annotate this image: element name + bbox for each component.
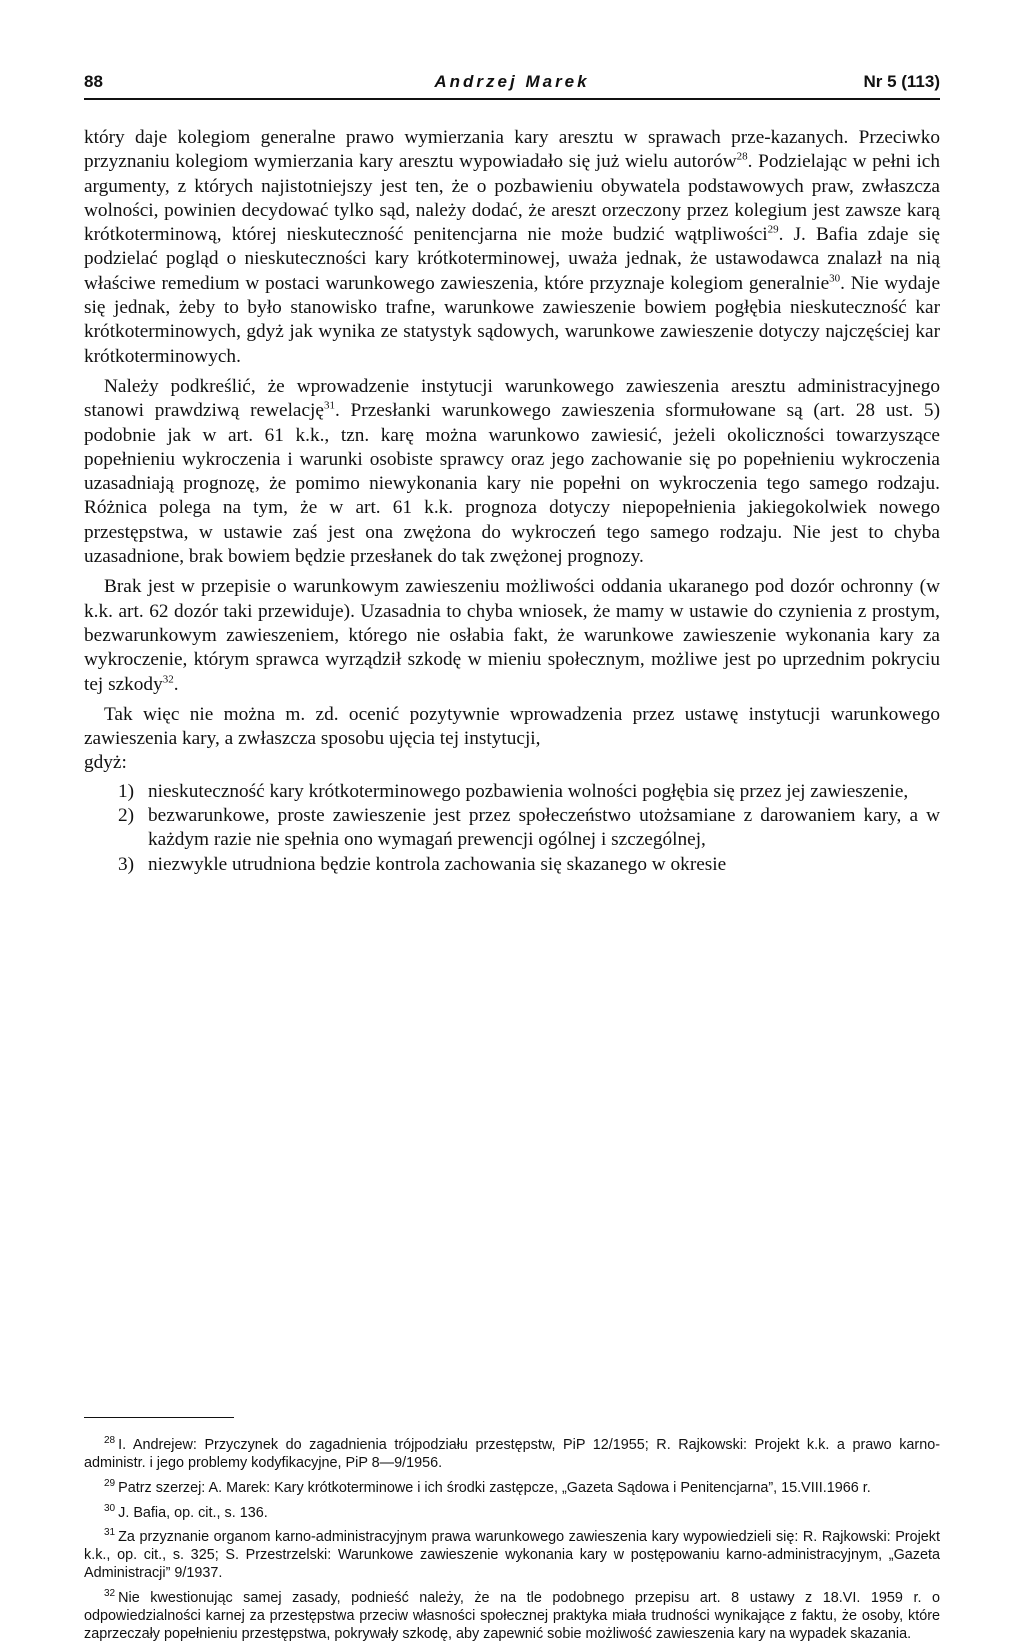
paragraph-4-gdyz: gdyż: [84,752,127,774]
header-rule [84,98,940,100]
paragraph-1 [84,126,940,369]
paragraph-2 [84,375,940,569]
text-run: Brak jest w przepisie o warunkowym zawieszeniu możliwości oddania ukaranego pod dozór ochronny (w k.k. art. 62 dozór taki przewiduje). Uzasadnia to chyba wniosek, że mamy w ustawie do czynienia z prostym, bezwarunkowym zawieszeniem, którego nie osłabia fakt, że warunkowe zawieszenie wykonania kary za wykroczenie, którym sprawca wyrządził szkodę w mieniu społecznym, możliwe jest po uprzednim pokryciu tej szkody [84,576,940,695]
footnote-number: 28 [104,1435,116,1446]
footnote-text: Patrz szerzej: A. Marek: Kary krótkoterminowe i ich środki zastępcze, „Gazeta Sądowa i Penitencjarna”, 15.VIII.1966 r. [118,1479,871,1496]
list-item [84,780,940,804]
text-run: Należy podkreślić, że wprowadzenie instytucji warunkowego zawieszenia aresztu administracyjnego stanowi prawdziwą rewelację [84,375,940,422]
footnote-number: 30 [104,1502,116,1514]
footnote-number: 32 [104,1588,116,1600]
list-marker: 1) [118,780,135,802]
footnote-text: Nie kwestionując samej zasady, podnieść należy, że na tle podobnego przepisu art. 8 ustawy z 18.VI. 1959 r. o odpowiedzialności karnej za przestępstwa przeciw własności społecznej praktyka miała trudności wynikające z faktu, że osoby, które zaprzeczały popełnieniu przestępstwa, pokrywały szkodę, aby zapewnić sobie możliwość zawieszenia kary na wypadek skazania. [84,1589,940,1642]
list-item-text: niezwykle utrudniona będzie kontrola zachowania się skazanego w okresie [148,853,727,875]
list-item-text: bezwarunkowe, proste zawieszenie jest przez społeczeństwo utożsamiane z darowaniem kary, a w każdym razie nie spełnia ono wymagań prewencji ogólnej i szczególnej, [148,805,940,851]
footnote-ref: 30 [829,272,841,285]
text-run: . Podzielając w pełni ich argumenty, z których najistotniejszy jest ten, że o pozbawieniu obywatela podstawowych praw, zwłaszcza wolności, powinien decydować tylko sąd, należy dodać, że areszt orzeczony przez kolegium jest zawsze karą krótkoterminową, której nieskuteczność penitencjarna nie może budzić wątpliwości [84,151,941,246]
footnotes [84,1432,940,1646]
running-author: Andrzej Marek [434,72,590,91]
footnote-ref: 32 [162,673,174,686]
paragraph-3 [84,575,940,696]
footnote-ref: 29 [767,223,779,236]
footnote-number: 31 [104,1527,116,1539]
footnote-ref: 28 [736,150,748,163]
issue-number: Nr 5 (113) [863,72,940,91]
footnote-text: I. Andrejew: Przyczynek do zagadnienia trójpodziału przestępstw, PiP 12/1955; R. Rajkowski: Projekt k.k. a prawo karno-administr. i jego problemy kodyfikacyjne, PiP 8—9/1956. [84,1436,940,1471]
list-marker: 2) [118,805,135,827]
footnote-number: 29 [104,1477,116,1489]
footnote-text: Za przyznanie organom karno-administracyjnym prawa warunkowego zawieszenia kary wypowiedzieli się: R. Rajkowski: Projekt k.k., op. cit., s. 325; S. Przestrzelski: Warunkowe zawieszenie wykonania kary w postępowaniu karno-administracyjnym, „Gazeta Administracji” 9/1937. [84,1529,940,1582]
list-item [84,804,940,853]
list-item-text: nieskuteczność kary krótkoterminowego pozbawienia wolności pogłębia się przez jej zawieszenie, [148,780,909,802]
footnote [84,1475,940,1497]
footnote [84,1585,940,1643]
footnote-rule [84,1417,234,1418]
footnote [84,1500,940,1522]
footnote-ref: 31 [323,399,335,412]
paragraph-4: Tak więc nie można m. zd. ocenić pozytywnie wprowadzenia przez ustawę instytucji warunkowego zawieszenia kary, a zwłaszcza sposobu ujęcia tej instytucji, [84,703,940,750]
footnote-text: J. Bafia, op. cit., s. 136. [118,1504,268,1521]
list-marker: 3) [118,853,135,875]
running-header [84,72,940,96]
list-item [84,853,940,877]
text-run: . Nie wydaje się jednak, żeby to było stanowisko trafne, warunkowe zawieszenie bowiem pogłębia nieskuteczność kar krótkoterminowych, gdyż jak wynika ze statystyk sądowych, warunkowe zawieszenie dotyczy najczęściej kar krótkoterminowych. [84,272,940,367]
numbered-list [84,780,940,877]
text-run: . [173,673,179,695]
footnote [84,1524,940,1582]
page-number: 88 [84,72,103,91]
text-run: który daje kolegiom generalne prawo wymierzania kary aresztu w sprawach prze-kazanych. Przeciwko przyznaniu kolegiom wymierzania kary aresztu wypowiadało się już wielu autorów [84,127,940,173]
text-run: . Przesłanki warunkowego zawieszenia sformułowane są (art. 28 ust. 5) podobnie jak w art. 61 k.k., tzn. karę można warunkowo zawiesić, jeżeli okoliczności towarzyszące popełnieniu wykroczenia i warunki osobiste sprawcy oraz jego zachowanie się po popełnieniu wykroczenia uzasadniają prognozę, że pomimo niewykonania kary nie popełni on wykroczenia tego samego rodzaju. Różnica polega na tym, że w art. 61 k.k. prognoza dotyczy niepopełnienia jakiegokolwiek nowego przestępstwa, w ustawie zaś jest ona zwężona do wykroczeń tego samego rodzaju. Nie jest to chyba uzasadnione, brak bowiem będzie przesłanek do tak zwężonej prognozy. [84,400,940,568]
article-body [84,126,940,877]
footnote [84,1432,940,1472]
text-run: . J. Bafia zdaje się podzielać pogląd o nieskuteczności kary krótkoterminowej, uważa jednak, że ustawodawca znalazł na nią właściwe remedium w postaci warunkowego zawieszenia, które przyznaje kolegiom generalnie [84,224,940,294]
